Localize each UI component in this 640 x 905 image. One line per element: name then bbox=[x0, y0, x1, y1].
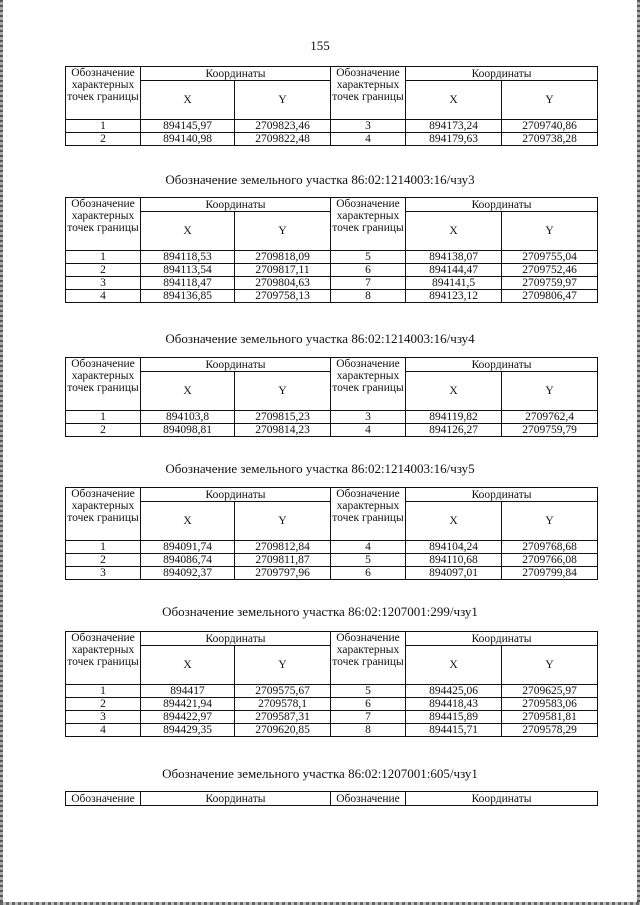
coordinates-header: Координаты bbox=[406, 632, 598, 646]
point-number-cell: 8 bbox=[331, 290, 406, 303]
parcel-caption: Обозначение земельного участка 86:02:1214003:16/чзу4 bbox=[165, 331, 475, 346]
table-row bbox=[66, 264, 598, 277]
x-value-cell: 894091,74 bbox=[141, 541, 235, 554]
x-header: X bbox=[141, 502, 235, 541]
y-value-cell: 2709797,96 bbox=[235, 567, 331, 580]
coordinates-header: Координаты bbox=[141, 632, 331, 646]
y-value-cell: 2709738,28 bbox=[502, 133, 598, 146]
y-value-cell: 2709740,86 bbox=[502, 120, 598, 133]
point-number-cell: 3 bbox=[66, 711, 141, 724]
point-number-cell: 4 bbox=[66, 290, 141, 303]
x-value-cell: 894145,97 bbox=[141, 120, 235, 133]
designation-header: Обозначение характерных точек границы bbox=[66, 67, 141, 120]
y-header: Y bbox=[502, 81, 598, 120]
designation-header: Обозначение характерных точек границы bbox=[331, 67, 406, 120]
point-number-cell: 5 bbox=[331, 685, 406, 698]
x-value-cell: 894173,24 bbox=[406, 120, 502, 133]
point-number-cell: 1 bbox=[66, 251, 141, 264]
point-number-cell: 3 bbox=[331, 411, 406, 424]
point-number-cell: 1 bbox=[66, 120, 141, 133]
y-header: Y bbox=[235, 372, 331, 411]
designation-header: Обозначение характерных точек границы bbox=[331, 358, 406, 411]
x-value-cell: 894422,97 bbox=[141, 711, 235, 724]
point-number-cell: 4 bbox=[66, 724, 141, 737]
parcel-caption: Обозначение земельного участка 86:02:1214003:16/чзу3 bbox=[165, 172, 475, 187]
coordinates-header: Координаты bbox=[141, 67, 331, 81]
x-value-cell: 894429,35 bbox=[141, 724, 235, 737]
y-value-cell: 2709815,23 bbox=[235, 411, 331, 424]
coordinate-table bbox=[65, 197, 598, 303]
point-number-cell: 4 bbox=[331, 424, 406, 437]
designation-header: Обозначение характерных точек границы bbox=[66, 632, 141, 685]
x-header: X bbox=[406, 212, 502, 251]
coordinates-header: Координаты bbox=[406, 198, 598, 212]
x-value-cell: 894086,74 bbox=[141, 554, 235, 567]
y-header: Y bbox=[502, 212, 598, 251]
y-value-cell: 2709806,47 bbox=[502, 290, 598, 303]
y-value-cell: 2709581,81 bbox=[502, 711, 598, 724]
x-header: X bbox=[141, 212, 235, 251]
y-value-cell: 2709575,67 bbox=[235, 685, 331, 698]
table-row bbox=[66, 290, 598, 303]
y-value-cell: 2709587,31 bbox=[235, 711, 331, 724]
point-number-cell: 8 bbox=[331, 724, 406, 737]
parcel-caption: Обозначение земельного участка 86:02:1207001:299/чзу1 bbox=[162, 604, 478, 619]
point-number-cell: 3 bbox=[66, 567, 141, 580]
y-header: Y bbox=[502, 646, 598, 685]
coordinates-header: Координаты bbox=[141, 792, 331, 806]
table-row bbox=[66, 685, 598, 698]
x-header: X bbox=[406, 81, 502, 120]
designation-header: Обозначение характерных точек границы bbox=[66, 198, 141, 251]
x-value-cell: 894097,01 bbox=[406, 567, 502, 580]
parcel-caption: Обозначение земельного участка 86:02:1214003:16/чзу5 bbox=[165, 461, 475, 476]
y-value-cell: 2709583,06 bbox=[502, 698, 598, 711]
y-value-cell: 2709759,97 bbox=[502, 277, 598, 290]
x-value-cell: 894136,85 bbox=[141, 290, 235, 303]
y-value-cell: 2709759,79 bbox=[502, 424, 598, 437]
y-header: Y bbox=[235, 502, 331, 541]
y-value-cell: 2709812,84 bbox=[235, 541, 331, 554]
y-header: Y bbox=[502, 502, 598, 541]
x-value-cell: 894104,24 bbox=[406, 541, 502, 554]
x-value-cell: 894110,68 bbox=[406, 554, 502, 567]
x-header: X bbox=[406, 502, 502, 541]
point-number-cell: 2 bbox=[66, 133, 141, 146]
coordinate-table bbox=[65, 487, 598, 580]
table-row bbox=[66, 120, 598, 133]
table-row bbox=[66, 251, 598, 264]
designation-header: Обозначение bbox=[66, 792, 141, 806]
point-number-cell: 3 bbox=[331, 120, 406, 133]
page-number: 155 bbox=[310, 38, 330, 53]
designation-header: Обозначение характерных точек границы bbox=[331, 198, 406, 251]
point-number-cell: 2 bbox=[66, 424, 141, 437]
designation-header: Обозначение характерных точек границы bbox=[66, 358, 141, 411]
coordinate-table bbox=[65, 66, 598, 146]
designation-header: Обозначение характерных точек границы bbox=[66, 488, 141, 541]
coordinate-table-partial bbox=[65, 791, 598, 806]
point-number-cell: 7 bbox=[331, 711, 406, 724]
x-value-cell: 894138,07 bbox=[406, 251, 502, 264]
y-value-cell: 2709766,08 bbox=[502, 554, 598, 567]
x-value-cell: 894415,71 bbox=[406, 724, 502, 737]
x-header: X bbox=[141, 372, 235, 411]
x-value-cell: 894126,27 bbox=[406, 424, 502, 437]
x-value-cell: 894118,53 bbox=[141, 251, 235, 264]
coordinates-header: Координаты bbox=[406, 67, 598, 81]
coordinates-header: Координаты bbox=[141, 488, 331, 502]
point-number-cell: 1 bbox=[66, 411, 141, 424]
point-number-cell: 5 bbox=[331, 554, 406, 567]
x-value-cell: 894141,5 bbox=[406, 277, 502, 290]
x-value-cell: 894425,06 bbox=[406, 685, 502, 698]
y-value-cell: 2709578,1 bbox=[235, 698, 331, 711]
point-number-cell: 2 bbox=[66, 698, 141, 711]
y-value-cell: 2709625,97 bbox=[502, 685, 598, 698]
x-value-cell: 894113,54 bbox=[141, 264, 235, 277]
x-header: X bbox=[141, 81, 235, 120]
point-number-cell: 4 bbox=[331, 133, 406, 146]
coordinate-table bbox=[65, 631, 598, 737]
table-row bbox=[66, 711, 598, 724]
table-row bbox=[66, 724, 598, 737]
table-row bbox=[66, 133, 598, 146]
y-value-cell: 2709817,11 bbox=[235, 264, 331, 277]
y-header: Y bbox=[235, 646, 331, 685]
x-value-cell: 894123,12 bbox=[406, 290, 502, 303]
y-value-cell: 2709804,63 bbox=[235, 277, 331, 290]
coordinates-header: Координаты bbox=[406, 792, 598, 806]
x-header: X bbox=[406, 372, 502, 411]
y-header: Y bbox=[235, 212, 331, 251]
y-header: Y bbox=[502, 372, 598, 411]
y-value-cell: 2709755,04 bbox=[502, 251, 598, 264]
x-value-cell: 894415,89 bbox=[406, 711, 502, 724]
y-header: Y bbox=[235, 81, 331, 120]
y-value-cell: 2709620,85 bbox=[235, 724, 331, 737]
y-value-cell: 2709578,29 bbox=[502, 724, 598, 737]
x-header: X bbox=[406, 646, 502, 685]
x-value-cell: 894179,63 bbox=[406, 133, 502, 146]
table-row bbox=[66, 424, 598, 437]
coordinates-header: Координаты bbox=[141, 358, 331, 372]
point-number-cell: 2 bbox=[66, 264, 141, 277]
parcel-caption: Обозначение земельного участка 86:02:1207001:605/чзу1 bbox=[162, 766, 478, 781]
x-value-cell: 894144,47 bbox=[406, 264, 502, 277]
x-value-cell: 894119,82 bbox=[406, 411, 502, 424]
point-number-cell: 4 bbox=[331, 541, 406, 554]
table-row bbox=[66, 277, 598, 290]
y-value-cell: 2709818,09 bbox=[235, 251, 331, 264]
x-value-cell: 894421,94 bbox=[141, 698, 235, 711]
point-number-cell: 6 bbox=[331, 567, 406, 580]
y-value-cell: 2709752,46 bbox=[502, 264, 598, 277]
designation-header: Обозначение характерных точек границы bbox=[331, 488, 406, 541]
point-number-cell: 7 bbox=[331, 277, 406, 290]
x-value-cell: 894118,47 bbox=[141, 277, 235, 290]
x-value-cell: 894103,8 bbox=[141, 411, 235, 424]
y-value-cell: 2709822,48 bbox=[235, 133, 331, 146]
y-value-cell: 2709762,4 bbox=[502, 411, 598, 424]
point-number-cell: 2 bbox=[66, 554, 141, 567]
x-value-cell: 894418,43 bbox=[406, 698, 502, 711]
coordinates-header: Координаты bbox=[406, 358, 598, 372]
x-value-cell: 894098,81 bbox=[141, 424, 235, 437]
y-value-cell: 2709814,23 bbox=[235, 424, 331, 437]
x-header: X bbox=[141, 646, 235, 685]
point-number-cell: 5 bbox=[331, 251, 406, 264]
coordinates-header: Координаты bbox=[406, 488, 598, 502]
point-number-cell: 1 bbox=[66, 685, 141, 698]
y-value-cell: 2709799,84 bbox=[502, 567, 598, 580]
y-value-cell: 2709823,46 bbox=[235, 120, 331, 133]
point-number-cell: 1 bbox=[66, 541, 141, 554]
designation-header: Обозначение характерных точек границы bbox=[331, 632, 406, 685]
x-value-cell: 894417 bbox=[141, 685, 235, 698]
table-row bbox=[66, 698, 598, 711]
y-value-cell: 2709768,68 bbox=[502, 541, 598, 554]
x-value-cell: 894140,98 bbox=[141, 133, 235, 146]
point-number-cell: 6 bbox=[331, 264, 406, 277]
coordinates-header: Координаты bbox=[141, 198, 331, 212]
y-value-cell: 2709758,13 bbox=[235, 290, 331, 303]
x-value-cell: 894092,37 bbox=[141, 567, 235, 580]
coordinate-table bbox=[65, 357, 598, 437]
point-number-cell: 3 bbox=[66, 277, 141, 290]
point-number-cell: 6 bbox=[331, 698, 406, 711]
y-value-cell: 2709811,87 bbox=[235, 554, 331, 567]
table-row bbox=[66, 554, 598, 567]
designation-header: Обозначение bbox=[331, 792, 406, 806]
table-row bbox=[66, 541, 598, 554]
table-row bbox=[66, 567, 598, 580]
table-row bbox=[66, 411, 598, 424]
